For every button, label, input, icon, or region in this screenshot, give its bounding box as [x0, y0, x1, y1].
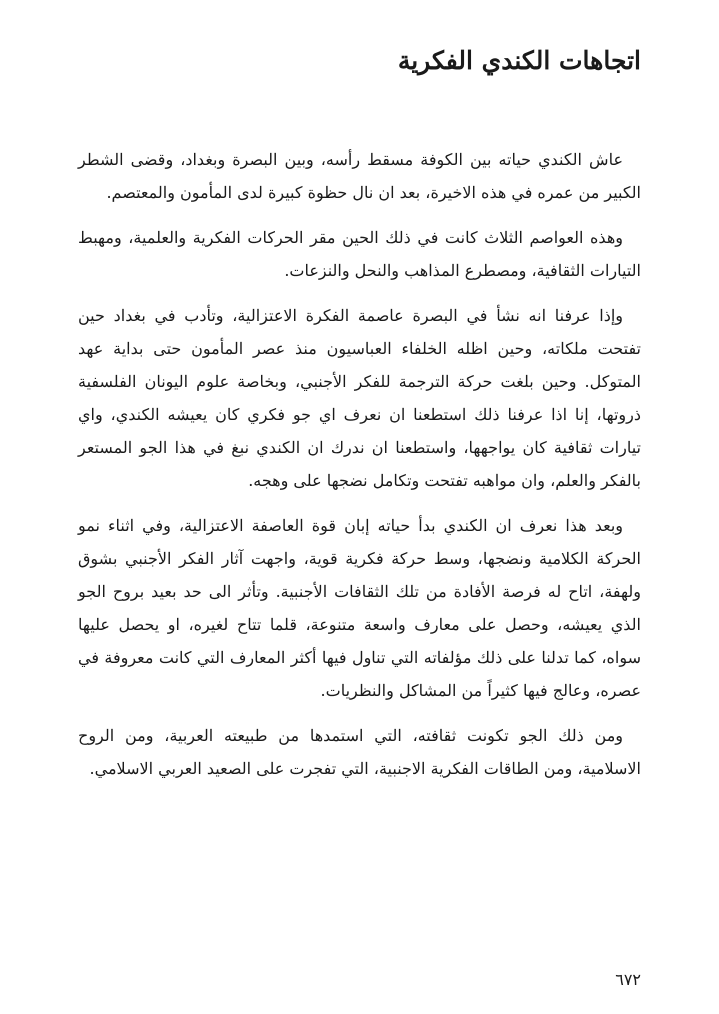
paragraph: وإذا عرفنا انه نشأ في البصرة عاصمة الفكرة الاعتزالية، وتأدب في بغداد حين تفتحت ملكاته، وحين اظله الخلفاء العباسيون منذ عصر المأمون حتى بداية عهد المتوكل. وحين بلغت حركة الترجمة للفكر الأجنبي، وبخاصة علوم اليونان الفلسفية ذروتها، إنا اذا عرفنا ذلك استطعنا ان نعرف اي جو فكري كان يعيشه الكندي، واي تيارات ثقافية كان يواجهها، واستطعنا ان ندرك ان الكندي نبغ في هذا الجو المستعر بالفكر والعلم، وان مواهبه تفتحت وتكامل نضجها على وهجه. [78, 306, 641, 490]
chapter-title: اتجاهات الكندي الفكرية [397, 46, 641, 75]
paragraph: عاش الكندي حياته بين الكوفة مسقط رأسه، وبين البصرة وبغداد، وقضى الشطر الكبير من عمره في هذه الاخيرة، بعد ان نال حظوة كبيرة لدى المأمون والمعتصم. [78, 150, 641, 202]
paragraph: وبعد هذا نعرف ان الكندي بدأ حياته إبان قوة العاصفة الاعتزالية، وفي اثناء نمو الحركة الكلامية ونضجها، وسط حركة فكرية قوية، واجهت آثار الفكر الأجنبي بشوق ولهفة، اتاح له فرصة الأفادة من تلك الثقافات الأجنبية. وتأثر الى حد بعيد بروح الجو الذي يعيشه، وحصل على معارف واسعة متنوعة، قلما تتاح لغيره، او يحصل عليها سواه، كما تدلنا على ذلك مؤلفاته التي تناول فيها أكثر المعارف التي كانت معروفة في عصره، وعالج فيها كثيراً من المشاكل والنظريات. [78, 516, 641, 700]
paragraph: وهذه العواصم الثلاث كانت في ذلك الحين مقر الحركات الفكرية والعلمية، ومهبط التيارات الثقافية، ومصطرع المذاهب والنحل والنزعات. [78, 228, 641, 280]
body-text [78, 143, 641, 797]
page-number: ٦٧٢ [615, 970, 641, 989]
paragraph: ومن ذلك الجو تكونت ثقافته، التي استمدها من طبيعته العربية، ومن الروح الاسلامية، ومن الطاقات الفكرية الاجنبية، التي تفجرت على الصعيد العربي الاسلامي. [78, 726, 641, 778]
